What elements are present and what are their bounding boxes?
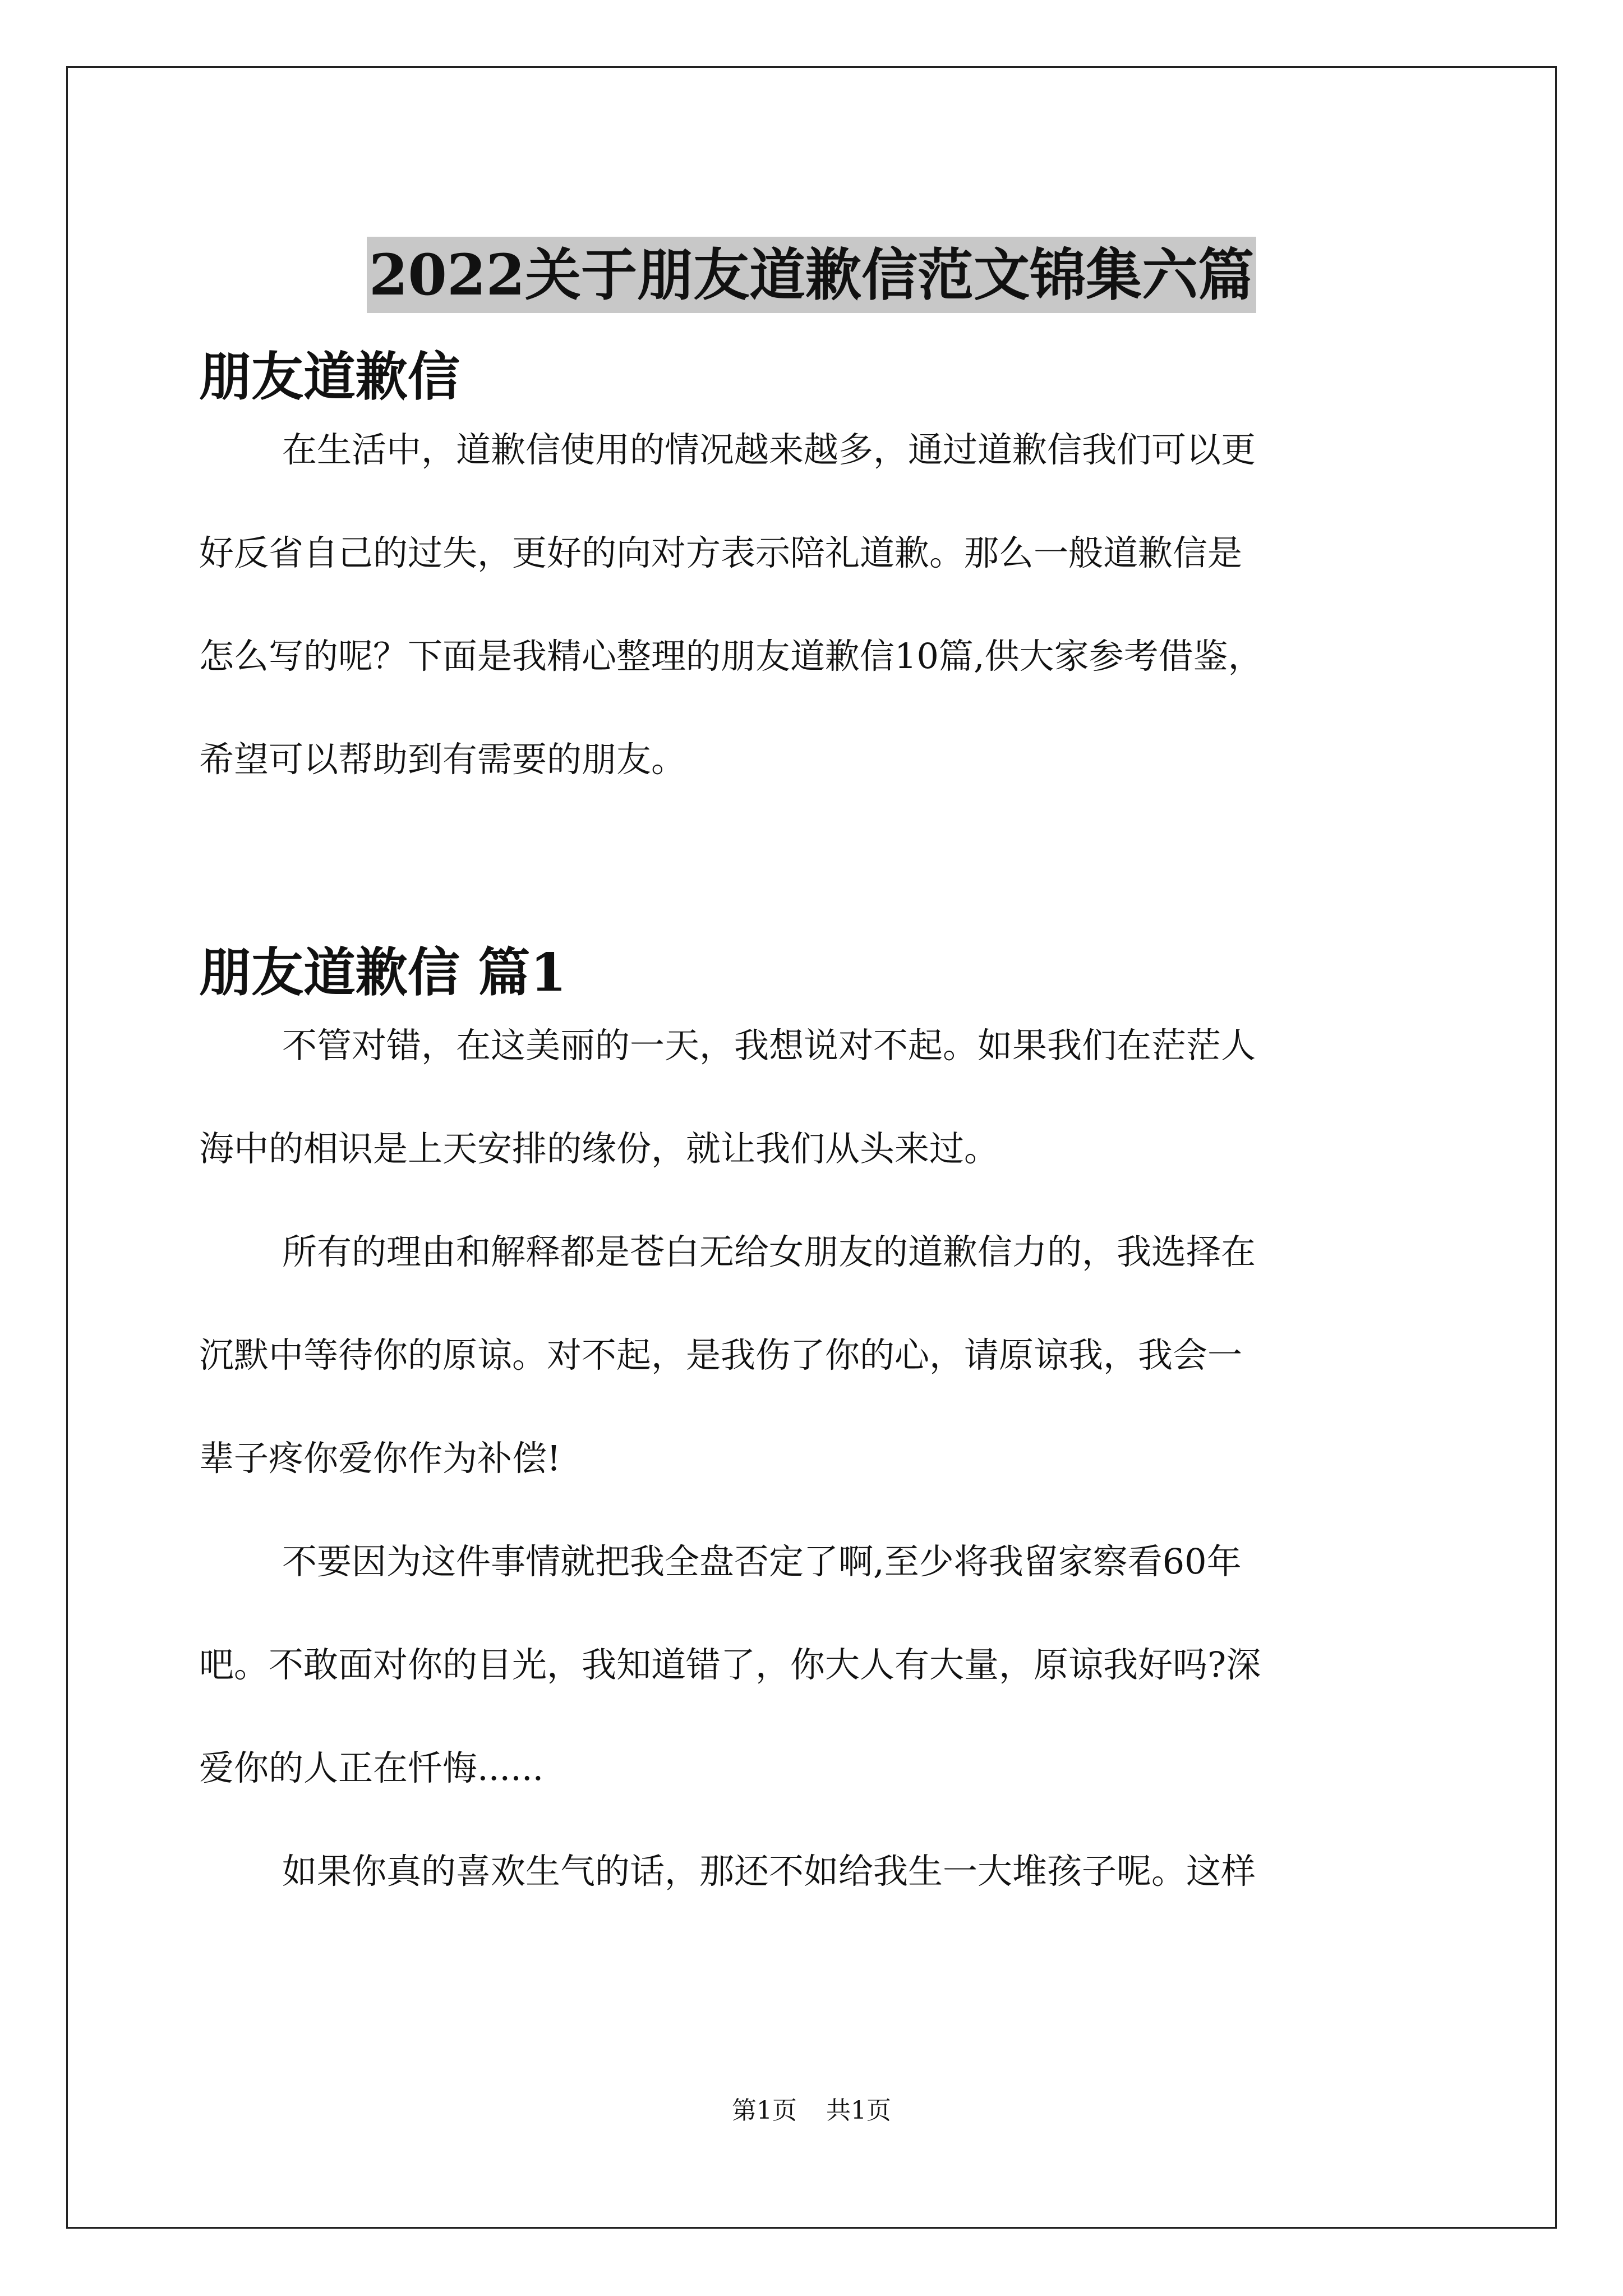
document-body [199, 346, 1433, 1947]
paragraph-line: 不管对错，在这美丽的一天，我想说对不起。如果我们在茫茫人 [282, 1025, 1256, 1066]
paragraph-line: 如果你真的喜欢生气的话，那还不如给我生一大堆孩子呢。这样 [282, 1851, 1256, 1892]
paragraph-line: 好反省自己的过失，更好的向对方表示陪礼道歉。那么一般道歉信是 [199, 532, 1243, 573]
paragraph-line: 吧。不敢面对你的目光，我知道错了，你大人有大量，原谅我好吗?深 [199, 1644, 1261, 1685]
section-heading: 朋友道歉信 篇1 [199, 942, 567, 1003]
body-paragraph [199, 1018, 1433, 1224]
paragraph-line: 爱你的人正在忏悔...... [199, 1747, 544, 1788]
paragraph-line: 海中的相识是上天安排的缘份，就让我们从头来过。 [199, 1128, 999, 1169]
body-paragraph [199, 1534, 1433, 1843]
intro-paragraph [199, 422, 1433, 835]
page-total: 共1页 [826, 2096, 891, 2125]
paragraph-line: 怎么写的呢？下面是我精心整理的朋友道歉信10篇,供大家参考借鉴， [199, 636, 1263, 677]
paragraph-line: 辈子疼你爱你作为补偿! [199, 1438, 561, 1479]
paragraph-line: 不要因为这件事情就把我全盘否定了啊,至少将我留家察看60年 [282, 1541, 1242, 1582]
paragraph-line: 所有的理由和解释都是苍白无给女朋友的道歉信力的，我选择在 [282, 1231, 1256, 1272]
page-footer [0, 2094, 1623, 2128]
paragraph-line: 希望可以帮助到有需要的朋友。 [199, 739, 686, 780]
paragraph-line: 在生活中，道歉信使用的情况越来越多，通过道歉信我们可以更 [282, 429, 1256, 470]
section-spacer [199, 835, 1433, 945]
paragraph-line: 沉默中等待你的原谅。对不起，是我伤了你的心，请原谅我，我会一 [199, 1335, 1243, 1375]
section-heading: 朋友道歉信 [199, 346, 460, 407]
body-paragraph [199, 1843, 1433, 1947]
document-title: 2022关于朋友道歉信范文锦集六篇 [367, 237, 1256, 313]
title-container [0, 199, 1623, 351]
page-number: 第1页 [732, 2096, 797, 2125]
body-paragraph [199, 1224, 1433, 1534]
